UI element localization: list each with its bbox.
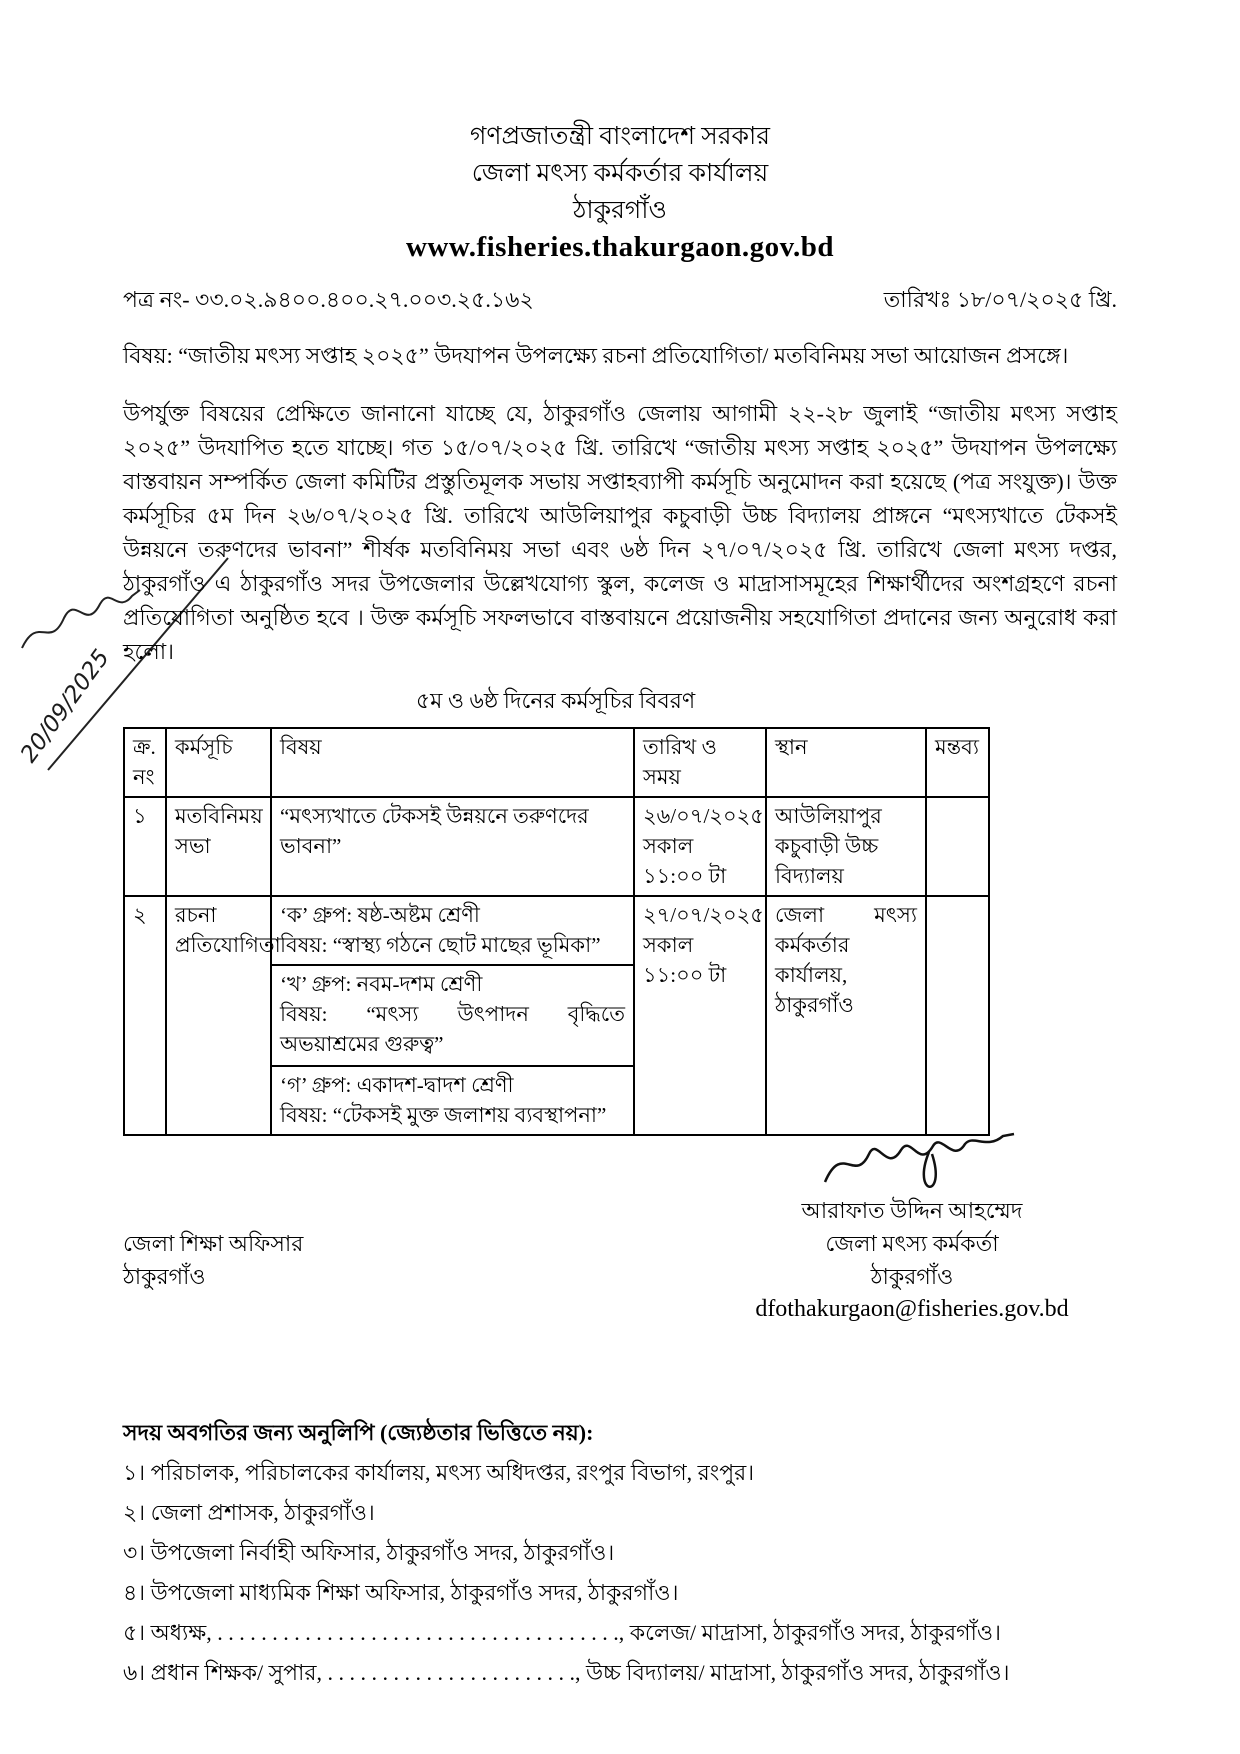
signatory-email: dfothakurgaon@fisheries.gov.bd: [755, 1296, 1069, 1322]
group-c-subject: বিষয়: “টেকসই মুক্ত জলাশয় ব্যবস্থাপনা”: [280, 1103, 607, 1127]
row2-time: সকাল ১১:০০ টা: [643, 933, 727, 987]
addressee-district: ঠাকুরগাঁও: [123, 1264, 206, 1289]
letter-date: তারিখঃ ১৮/০৭/২০২৫ খ্রি.: [883, 287, 1117, 312]
row1-serial: ১: [124, 797, 166, 896]
cc-section: [123, 1413, 1117, 1693]
letterhead: [123, 118, 1117, 265]
cc-item: ১। পরিচালক, পরিচালকের কার্যালয়, মৎস্য অধিদপ্তর, রংপুর বিভাগ, রংপুর।: [123, 1460, 755, 1485]
table-row: [124, 797, 989, 896]
row2-date: ২৭/০৭/২০২৫: [643, 903, 764, 927]
header-topic: বিষয়: [271, 728, 634, 797]
group-b-subject: বিষয়: “মৎস্য উৎপাদন বৃদ্ধিতে অভয়াশ্রমের গুরুত্ব”: [280, 1002, 625, 1056]
table-header-row: [124, 728, 989, 797]
group-a-name: ‘ক’ গ্রুপ: ষষ্ঠ-অষ্টম শ্রেণী: [280, 903, 480, 927]
cc-item: ৩। উপজেলা নির্বাহী অফিসার, ঠাকুরগাঁও সদর, ঠাকুরগাঁও।: [123, 1540, 615, 1565]
cc-heading: সদয় অবগতির জন্য অনুলিপি (জ্যেষ্ঠতার ভিত্তিতে নয়):: [123, 1420, 594, 1445]
cc-item: ৬। প্রধান শিক্ষক/ সুপার, . . . . . . . . . . . . . . . . . . . . . . ., উচ্চ বিদ্যালয়/ মাদ্রাসা, ঠাকুরগাঁও সদর, ঠাকুরগাঁও।: [123, 1660, 1010, 1685]
row2-remarks: [926, 896, 989, 1135]
handwritten-date: 20/09/2025: [15, 644, 115, 768]
addressee-title: জেলা শিক্ষা অফিসার: [123, 1231, 304, 1256]
group-a-subject: বিষয়: “স্বাস্থ্য গঠনে ছোট মাছের ভূমিকা”: [280, 933, 601, 957]
subject-line: বিষয়: “জাতীয় মৎস্য সপ্তাহ ২০২৫” উদযাপন উপলক্ষ্যে রচনা প্রতিযোগিতা/ মতবিনিময় সভা আয়োজন প্রসঙ্গে।: [123, 343, 1069, 368]
office-website: www.fisheries.thakurgaon.gov.bd: [405, 231, 834, 263]
signatory-block: [697, 1194, 1127, 1326]
cc-item: ৫। অধ্যক্ষ, . . . . . . . . . . . . . . . . . . . . . . . . . . . . . . . . . . . . ., কলেজ/ মাদ্রাসা, ঠাকুরগাঁও সদর, ঠাকুরগাঁও।: [123, 1620, 1001, 1645]
row2-datetime: [634, 896, 766, 1135]
header-venue: স্থান: [766, 728, 926, 797]
government-name: গণপ্রজাতন্ত্রী বাংলাদেশ সরকার: [469, 123, 771, 150]
signatory-name: আরাফাত উদ্দিন আহম্মেদ: [801, 1198, 1023, 1223]
row1-topic: “মৎস্যখাতে টেকসই উন্নয়নে তরুণদের ভাবনা”: [271, 797, 634, 896]
row1-time: সকাল ১১:০০ টা: [643, 834, 727, 888]
signatory-district: ঠাকুরগাঁও: [870, 1264, 954, 1289]
row2-topic-group-c: [271, 1066, 634, 1135]
office-name: জেলা মৎস্য কর্মকর্তার কার্যালয়: [471, 160, 769, 187]
cc-item: ৪। উপজেলা মাধ্যমিক শিক্ষা অফিসার, ঠাকুরগাঁও সদর, ঠাকুরগাঁও।: [123, 1580, 679, 1605]
row1-datetime: [634, 797, 766, 896]
row1-venue: আউলিয়াপুর কচুবাড়ী উচ্চ বিদ্যালয়: [766, 797, 926, 896]
addressee-block: [123, 1227, 303, 1293]
row2-topic-group-a: [271, 896, 634, 965]
header-remarks: মন্তব্য: [926, 728, 989, 797]
body-paragraph: উপর্যুক্ত বিষয়ের প্রেক্ষিতে জানানো যাচ্ছে যে, ঠাকুরগাঁও জেলায় আগামী ২২-২৮ জুলাই “জাতীয় মৎস্য সপ্তাহ ২০২৫” উদযাপিত হতে যাচ্ছে। গত ১৫/০৭/২০২৫ খ্রি. তারিখে “জাতীয় মৎস্য সপ্তাহ ২০২৫” উদযাপন উপলক্ষ্যে বাস্তবায়ন সম্পর্কিত জেলা কমিটির প্রস্তুতিমূলক সভায় সপ্তাহব্যাপী কর্মসূচি অনুমোদন করা হয়েছে (পত্র সংযুক্ত)। উক্ত কর্মসূচির ৫ম দিন ২৬/০৭/২০২৫ খ্রি. তারিখে আউলিয়াপুর কচুবাড়ী উচ্চ বিদ্যালয় প্রাঙ্গনে “মৎস্যখাতে টেকসই উন্নয়নে তরুণদের ভাবনা” শীর্ষক মতবিনিময় সভা এবং ৬ষ্ঠ দিন ২৭/০৭/২০২৫ খ্রি. তারিখে জেলা মৎস্য দপ্তর, ঠাকুরগাঁও এ ঠাকুরগাঁও সদর উপজেলার উল্লেখযোগ্য স্কুল, কলেজ ও মাদ্রাসাসমূহের শিক্ষার্থীদের অংশগ্রহণে রচনা প্রতিযোগিতা অনুষ্ঠিত হবে । উক্ত কর্মসূচি সফলভাবে বাস্তবায়নে প্রয়োজনীয় সহযোগিতা প্রদানের জন্য অনুরোধ করা হলো।: [123, 401, 1117, 664]
header-datetime: তারিখ ও সময়: [634, 728, 766, 797]
row2-topic-group-b: [271, 965, 634, 1066]
row2-program: রচনা প্রতিযোগিতা: [166, 896, 271, 1135]
signature-area: [123, 1136, 1117, 1371]
row1-program: মতবিনিময় সভা: [166, 797, 271, 896]
header-program: কর্মসূচি: [166, 728, 271, 797]
signatory-designation: জেলা মৎস্য কর্মকর্তা: [825, 1231, 999, 1256]
row2-venue: জেলা মৎস্য কর্মকর্তার কার্যালয়, ঠাকুরগাঁও: [766, 896, 926, 1135]
table-caption: ৫ম ও ৬ষ্ঠ দিনের কর্মসূচির বিবরণ: [415, 688, 696, 713]
group-b-name: ‘খ’ গ্রুপ: নবম-দশম শ্রেণী: [280, 972, 483, 996]
row1-date: ২৬/০৭/২০২৫: [643, 804, 764, 828]
row2-serial: ২: [124, 896, 166, 1135]
table-row: [124, 896, 989, 965]
memo-number: পত্র নং- ৩৩.০২.৯৪০০.৪০০.২৭.০০৩.২৫.১৬২: [123, 287, 534, 312]
reference-row: [123, 285, 1117, 315]
group-c-name: ‘গ’ গ্রুপ: একাদশ-দ্বাদশ শ্রেণী: [280, 1073, 514, 1097]
cc-item: ২। জেলা প্রশাসক, ঠাকুরগাঁও।: [123, 1500, 375, 1525]
header-serial: ক্র. নং: [124, 728, 166, 797]
letter-content: [123, 0, 1117, 1693]
district-name: ঠাকুরগাঁও: [573, 197, 667, 224]
row1-remarks: [926, 797, 989, 896]
schedule-table: [123, 727, 990, 1136]
